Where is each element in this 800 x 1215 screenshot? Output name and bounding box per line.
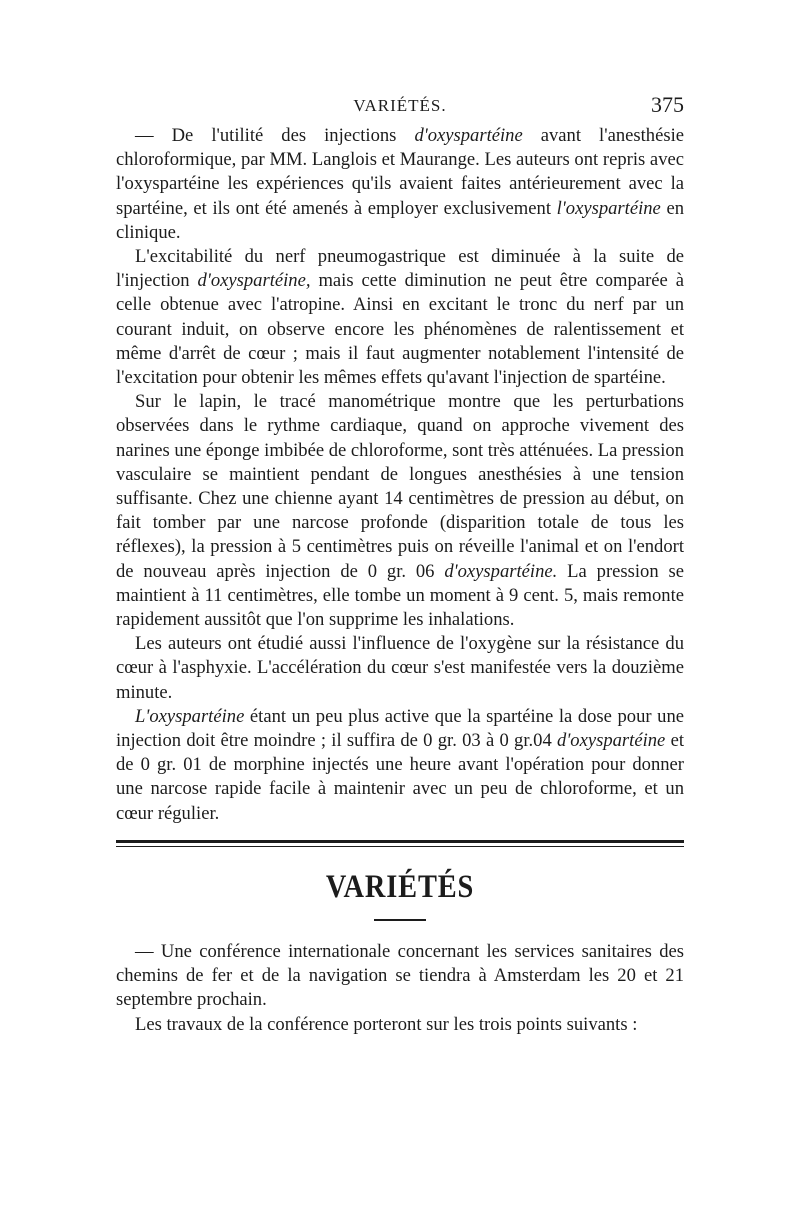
section-title-underline	[374, 919, 426, 921]
article-paragraph-2	[116, 245, 684, 390]
running-head	[116, 92, 684, 124]
page	[116, 92, 684, 1037]
p1-text-c: en clinique.	[116, 197, 684, 243]
section-divider	[116, 840, 684, 847]
article-paragraph-5	[116, 705, 684, 826]
article-paragraph-1	[116, 124, 684, 245]
p1-italic: d'oxyspartéine	[414, 125, 523, 146]
p5-italic: L'oxyspartéine	[135, 705, 245, 727]
page-number: 375	[651, 92, 684, 117]
p2-text-b: mais cette diminution ne peut être comparée à celle obtenue avec l'atropine. Ainsi en excitant le tronc du nerf par un courant induit, on observe encore les phénomènes de ralentissement et même d'arrêt de cœur ; mais il faut augmenter notablement l'intensité de l'excitation pour obtenir les mêmes effets qu'avant l'injection de spartéine.	[116, 270, 684, 389]
p3-text-a: Sur le lapin, le tracé manométrique montre que les perturbations observées dans le rythme cardiaque, quand on approche vivement des narines une éponge imbibée de chloroforme, sont très atténuées. La pression vasculaire se maintient pendant de longues anesthésies à une tension suffisante. Chez une chienne ayant 14 centimètres de pression au début, on fait tomber par une narcose profonde (disparition totale de tous les réflexes), la pression à 5 centimètres puis on réveille l'animal et on l'endort de nouveau après injection de 0 gr. 06	[116, 391, 684, 582]
running-title: VARIÉTÉS.	[353, 96, 447, 115]
section-paragraph-2: Les travaux de la conférence porteront sur les trois points suivants :	[135, 1013, 638, 1035]
p3-text-b: La pression se maintient à 11 centimètres, elle tombe un moment à 9 cent. 5, mais remonte rapidement aussitôt que l'on supprime les inhalations.	[116, 560, 684, 631]
divider-thin-line	[116, 846, 684, 847]
divider-thick-line	[116, 840, 684, 843]
p5-text-a: étant un peu plus active que la spartéine la dose pour une injection doit être moindre ; il suffira de 0 gr. 03 à 0 gr.04	[116, 705, 684, 752]
article-paragraph-3	[116, 390, 684, 632]
section-title: VARIÉTÉS	[325, 868, 475, 905]
section-paragraph-1: — Une conférence internationale concernant les services sanitaires des chemins de fer et de la navigation se tiendra à Amsterdam les 20 et 21 septembre prochain.	[116, 940, 684, 1011]
p3-italic: d'oxyspartéine.	[444, 560, 558, 582]
p5-text-b: et de 0 gr. 01 de morphine injectés une heure avant l'opération pour donner une narcose rapide facile à maintenir avec un peu de chloroforme, et un cœur régulier.	[116, 730, 684, 824]
p5-italic-2: d'oxyspartéine	[557, 730, 666, 752]
p2-italic: d'oxyspartéine,	[197, 270, 311, 292]
p2-text-a: L'excitabilité du nerf pneumogastrique est diminuée à la suite de l'injection	[116, 246, 684, 292]
p1-dash: — De l'utilité des injections	[135, 125, 415, 146]
article-paragraph-4: Les auteurs ont étudié aussi l'influence de l'oxygène sur la résistance du cœur à l'asphyxie. L'accélération du cœur s'est manifestée vers la douzième minute.	[116, 633, 684, 703]
p1-italic-2: l'oxyspartéine	[556, 197, 661, 219]
p1-text-b: avant l'anesthésie chloroformique, par MM. Langlois et Maurange. Les auteurs ont repris avec l'oxyspartéine les expériences qu'ils avaient faites antérieurement avec la spartéine, et ils ont été amenés à employer exclusivement	[116, 125, 684, 219]
